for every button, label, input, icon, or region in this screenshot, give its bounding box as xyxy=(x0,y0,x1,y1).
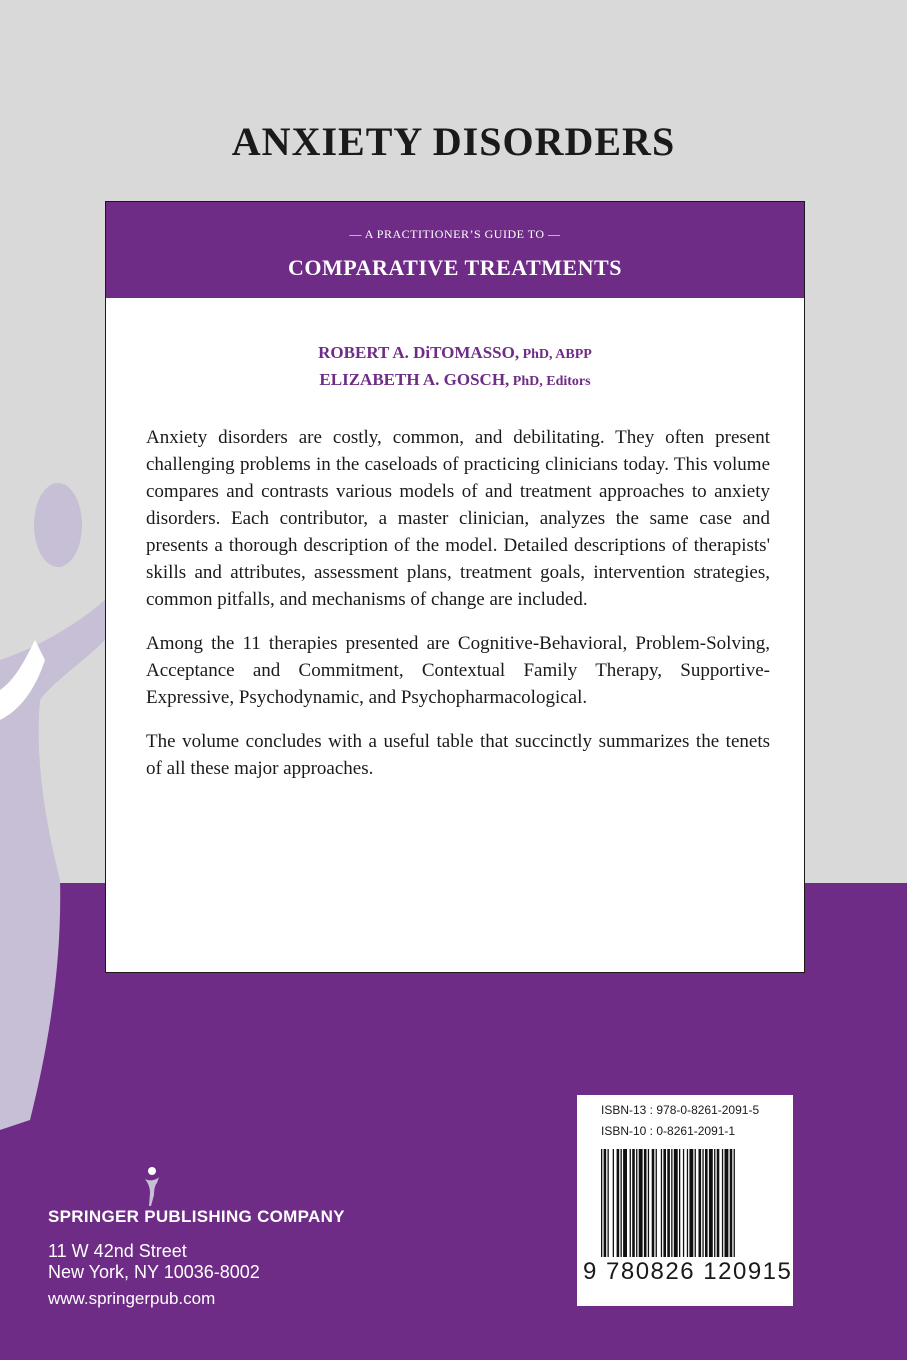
description-panel xyxy=(105,201,805,973)
publisher-name: SPRINGER PUBLISHING COMPANY xyxy=(48,1207,345,1226)
editor-line xyxy=(106,339,804,366)
isbn10-line xyxy=(601,1124,735,1138)
editor-name: ROBERT A. DiTOMASSO, xyxy=(318,343,520,362)
barcode-digits: 9 780826 120915 xyxy=(583,1258,793,1285)
isbn13-value: 978-0-8261-2091-5 xyxy=(656,1103,760,1117)
editor-name: ELIZABETH A. GOSCH, xyxy=(319,370,510,389)
isbn-barcode-box xyxy=(577,1095,793,1306)
barcode-icon xyxy=(601,1149,785,1257)
description-paragraph: Among the 11 therapies presented are Cognitive-Behavioral, Problem-Solving, Acceptance and Commitment, Contextual Family Therapy, Supportive-Expressive, Psychodynamic, and Psychopharmacological. xyxy=(146,633,770,708)
isbn13-line xyxy=(601,1103,759,1117)
isbn13-label: ISBN-13 : xyxy=(601,1103,654,1117)
address-line: New York, NY 10036-8002 xyxy=(48,1262,260,1282)
publisher-website: www.springerpub.com xyxy=(48,1289,216,1308)
publisher-address xyxy=(48,1241,260,1283)
editor-line xyxy=(106,366,804,393)
address-line: 11 W 42nd Street xyxy=(48,1241,187,1261)
description-paragraph: The volume concludes with a useful table that succinctly summarizes the tenets of all these major approaches. xyxy=(146,731,770,779)
series-header xyxy=(106,202,804,298)
editor-credentials: PhD, Editors xyxy=(509,374,591,389)
description-text xyxy=(146,424,770,799)
editor-credentials: PhD, ABPP xyxy=(519,347,592,362)
springer-figure-logo-icon xyxy=(143,1165,161,1207)
isbn10-label: ISBN-10 : xyxy=(601,1124,654,1138)
editors-block xyxy=(106,339,804,393)
book-title: ANXIETY DISORDERS xyxy=(231,119,676,164)
series-title: COMPARATIVE TREATMENTS xyxy=(288,255,622,280)
isbn10-value: 0-8261-2091-1 xyxy=(656,1124,736,1138)
series-subtitle: — A PRACTITIONER’S GUIDE TO — xyxy=(349,227,561,241)
description-paragraph: Anxiety disorders are costly, common, and debilitating. They often present challenging problems in the caseloads of practicing clinicians today. This volume compares and contrasts various models of and treatment approaches to anxiety disorders. Each contributor, a master clinician, analyzes the same case and presents a thorough description of the model. Detailed descriptions of therapists' skills and attributes, assessment plans, treatment goals, intervention strategies, common pitfalls, and mechanisms of change are included. xyxy=(146,427,770,610)
